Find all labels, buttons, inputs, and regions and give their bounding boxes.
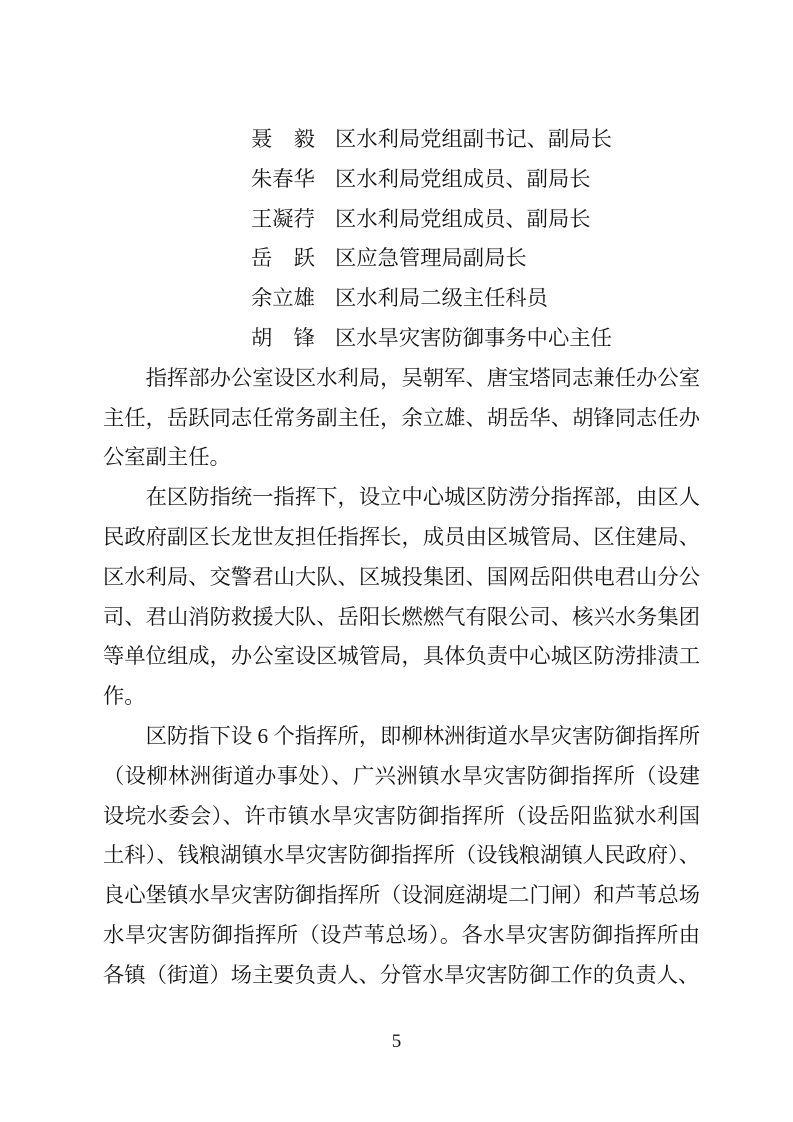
personnel-title: 区水利局党组成员、副局长 — [335, 166, 591, 191]
personnel-row — [251, 239, 700, 279]
personnel-name: 聂 毅 — [251, 127, 315, 151]
personnel-row — [251, 279, 700, 319]
personnel-title: 区应急管理局副局长 — [335, 246, 527, 271]
personnel-name: 王凝荇 — [251, 206, 315, 231]
personnel-name: 胡 锋 — [251, 325, 315, 350]
personnel-title: 区水旱灾害防御事务中心主任 — [335, 325, 612, 350]
personnel-title: 区水利局党组成员、副局长 — [335, 206, 591, 231]
body-paragraph: 区防指下设 6 个指挥所，即柳林洲街道水旱灾害防御指挥所（设柳林洲街道办事处）、广兴洲镇水旱灾害防御指挥所（设建设垸水委会）、许市镇水旱灾害防御指挥所（设岳阳监狱水利国土科）、钱粮湖镇水旱灾害防御指挥所（设钱粮湖镇人民政府）、良心堡镇水旱灾害防御指挥所（设洞庭湖堤二门闸）和芦苇总场水旱灾害防御指挥所（设芦苇总场）。各水旱灾害防御指挥所由各镇（街道）场主要负责人、分管水旱灾害防御工作的负责人、 — [103, 723, 700, 987]
body-paragraph: 在区防指统一指挥下，设立中心城区防涝分指挥部，由区人民政府副区长龙世友担任指挥长，成员由区城管局、区住建局、区水利局、交警君山大队、区城投集团、国网岳阳供电君山分公司、君山消防救援大队、岳阳长燃燃气有限公司、核兴水务集团等单位组成，办公室设区城管局，具体负责中心城区防涝排渍工作。 — [103, 485, 700, 709]
personnel-title: 区水利局党组副书记、副局长 — [335, 127, 612, 151]
body-paragraph: 指挥部办公室设区水利局，吴朝军、唐宝塔同志兼任办公室主任，岳跃同志任常务副主任，余立雄、胡岳华、胡锋同志任办公室副主任。 — [103, 365, 700, 470]
personnel-row — [251, 200, 700, 240]
personnel-name: 朱春华 — [251, 166, 315, 191]
personnel-list — [103, 120, 700, 359]
personnel-row — [251, 319, 700, 359]
personnel-row — [251, 120, 700, 160]
page-body — [103, 120, 700, 996]
personnel-name: 岳 跃 — [251, 246, 315, 271]
personnel-title: 区水利局二级主任科员 — [335, 286, 548, 311]
personnel-name: 余立雄 — [251, 286, 315, 311]
paragraph-block — [103, 359, 700, 996]
personnel-row — [251, 160, 700, 200]
page-number: 5 — [391, 1031, 402, 1052]
